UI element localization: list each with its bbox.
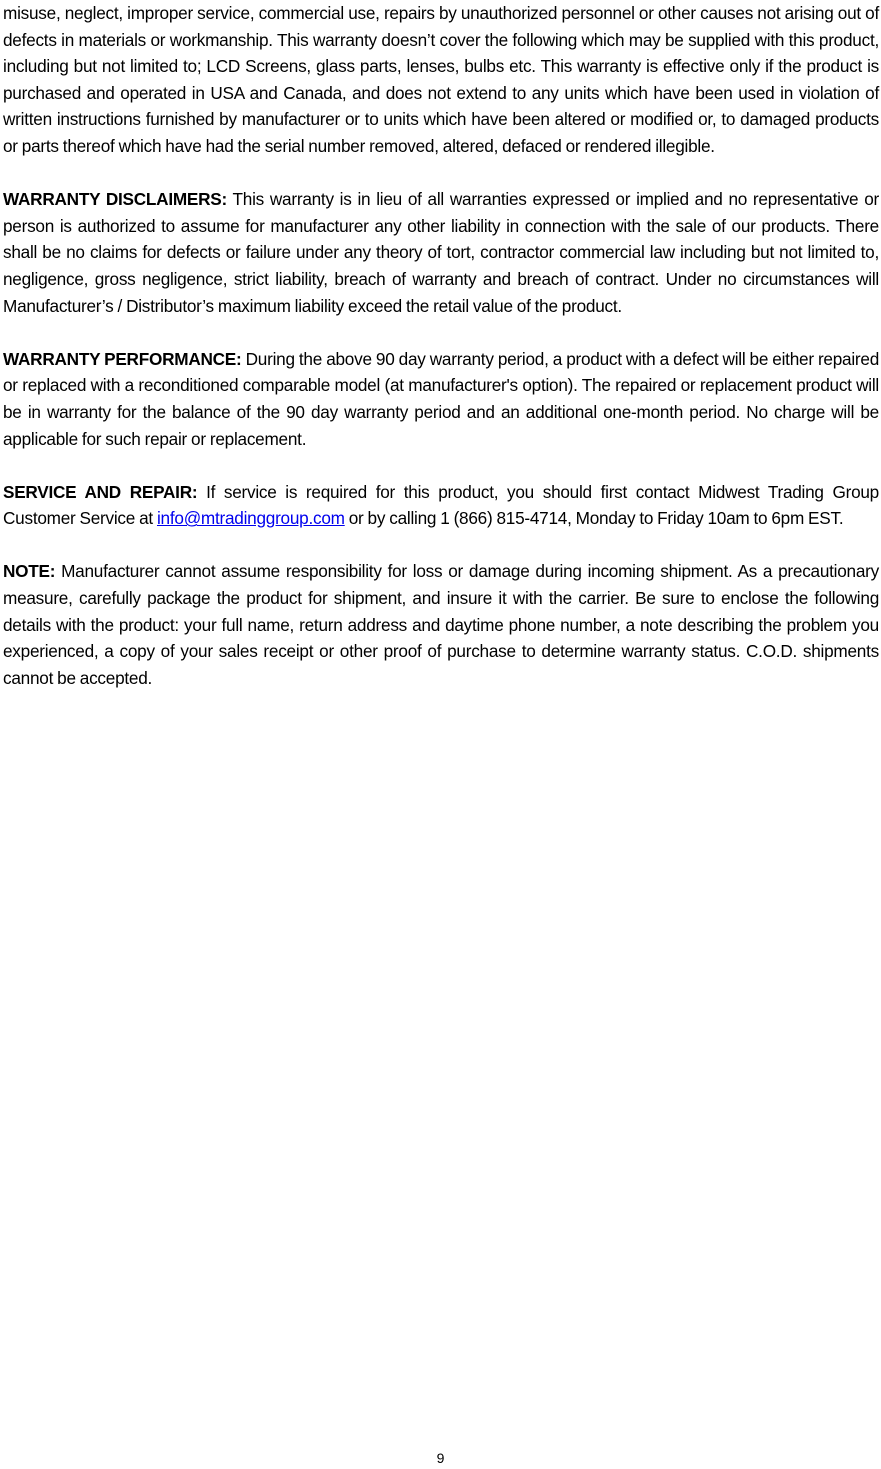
document-body xyxy=(3,0,879,718)
warranty-performance-section xyxy=(3,346,879,452)
service-and-repair-text-before: If service is required for this product, you should first contact Midwest Trading Group Customer Service at xyxy=(3,481,879,529)
service-and-repair-heading: SERVICE AND REPAIR: xyxy=(3,481,198,502)
warranty-disclaimers-heading: WARRANTY DISCLAIMERS: xyxy=(3,189,227,210)
warranty-performance-text: During the above 90 day warranty period, a product with a defect will be either repaired or replaced with a reconditioned comparable model (at manufacturer's option). The repaired or replacement product will be in warranty for the balance of the 90 day warranty period and an additional one-month period. No charge will be applicable for such repair or replacement. xyxy=(3,348,880,449)
support-email-link[interactable]: info@mtradinggroup.com xyxy=(156,508,345,529)
note-section xyxy=(3,558,879,691)
service-and-repair-section xyxy=(3,479,879,532)
warranty-disclaimers-text: This warranty is in lieu of all warranties expressed or implied and no representative or person is authorized to assume for manufacturer any other liability in connection with the sale of our products. There shall be no claims for defects or failure under any theory of tort, contractor commercial law including but not limited to, negligence, gross negligence, strict liability, breach of warranty and breach of contract. Under no circumstances will Manufacturer’s / Distributor’s maximum liability exceed the retail value of the product. xyxy=(3,189,879,316)
note-text: Manufacturer cannot assume responsibility for loss or damage during incoming shipment. As a precautionary measure, carefully package the product for shipment, and insure it with the carrier. Be sure to enclose the following details with the product: your full name, return address and daytime phone number, a note describing the problem you experienced, a copy of your sales receipt or other proof of purchase to determine warranty status. C.O.D. shipments cannot be accepted. xyxy=(3,561,879,688)
page-number: 9 xyxy=(436,1450,445,1466)
warranty-performance-heading: WARRANTY PERFORMANCE: xyxy=(3,348,242,369)
note-heading: NOTE: xyxy=(3,561,56,582)
service-and-repair-text-after: or by calling 1 (866) 815-4714, Monday to Friday 10am to 6pm EST. xyxy=(344,508,844,529)
intro-text: misuse, neglect, improper service, commercial use, repairs by unauthorized personnel or other causes not arising out of defects in materials or workmanship. This warranty doesn’t cover the following which may be supplied with this product, including but not limited to; LCD Screens, glass parts, lenses, bulbs etc. This warranty is effective only if the product is purchased and operated in USA and Canada, and does not extend to any units which have been used in violation of written instructions furnished by manufacturer or to units which have been altered or modified or, to damaged products or parts thereof which have had the serial number removed, altered, defaced or rendered illegible. xyxy=(3,3,879,156)
warranty-disclaimers-section xyxy=(3,186,879,319)
intro-paragraph xyxy=(3,0,879,160)
